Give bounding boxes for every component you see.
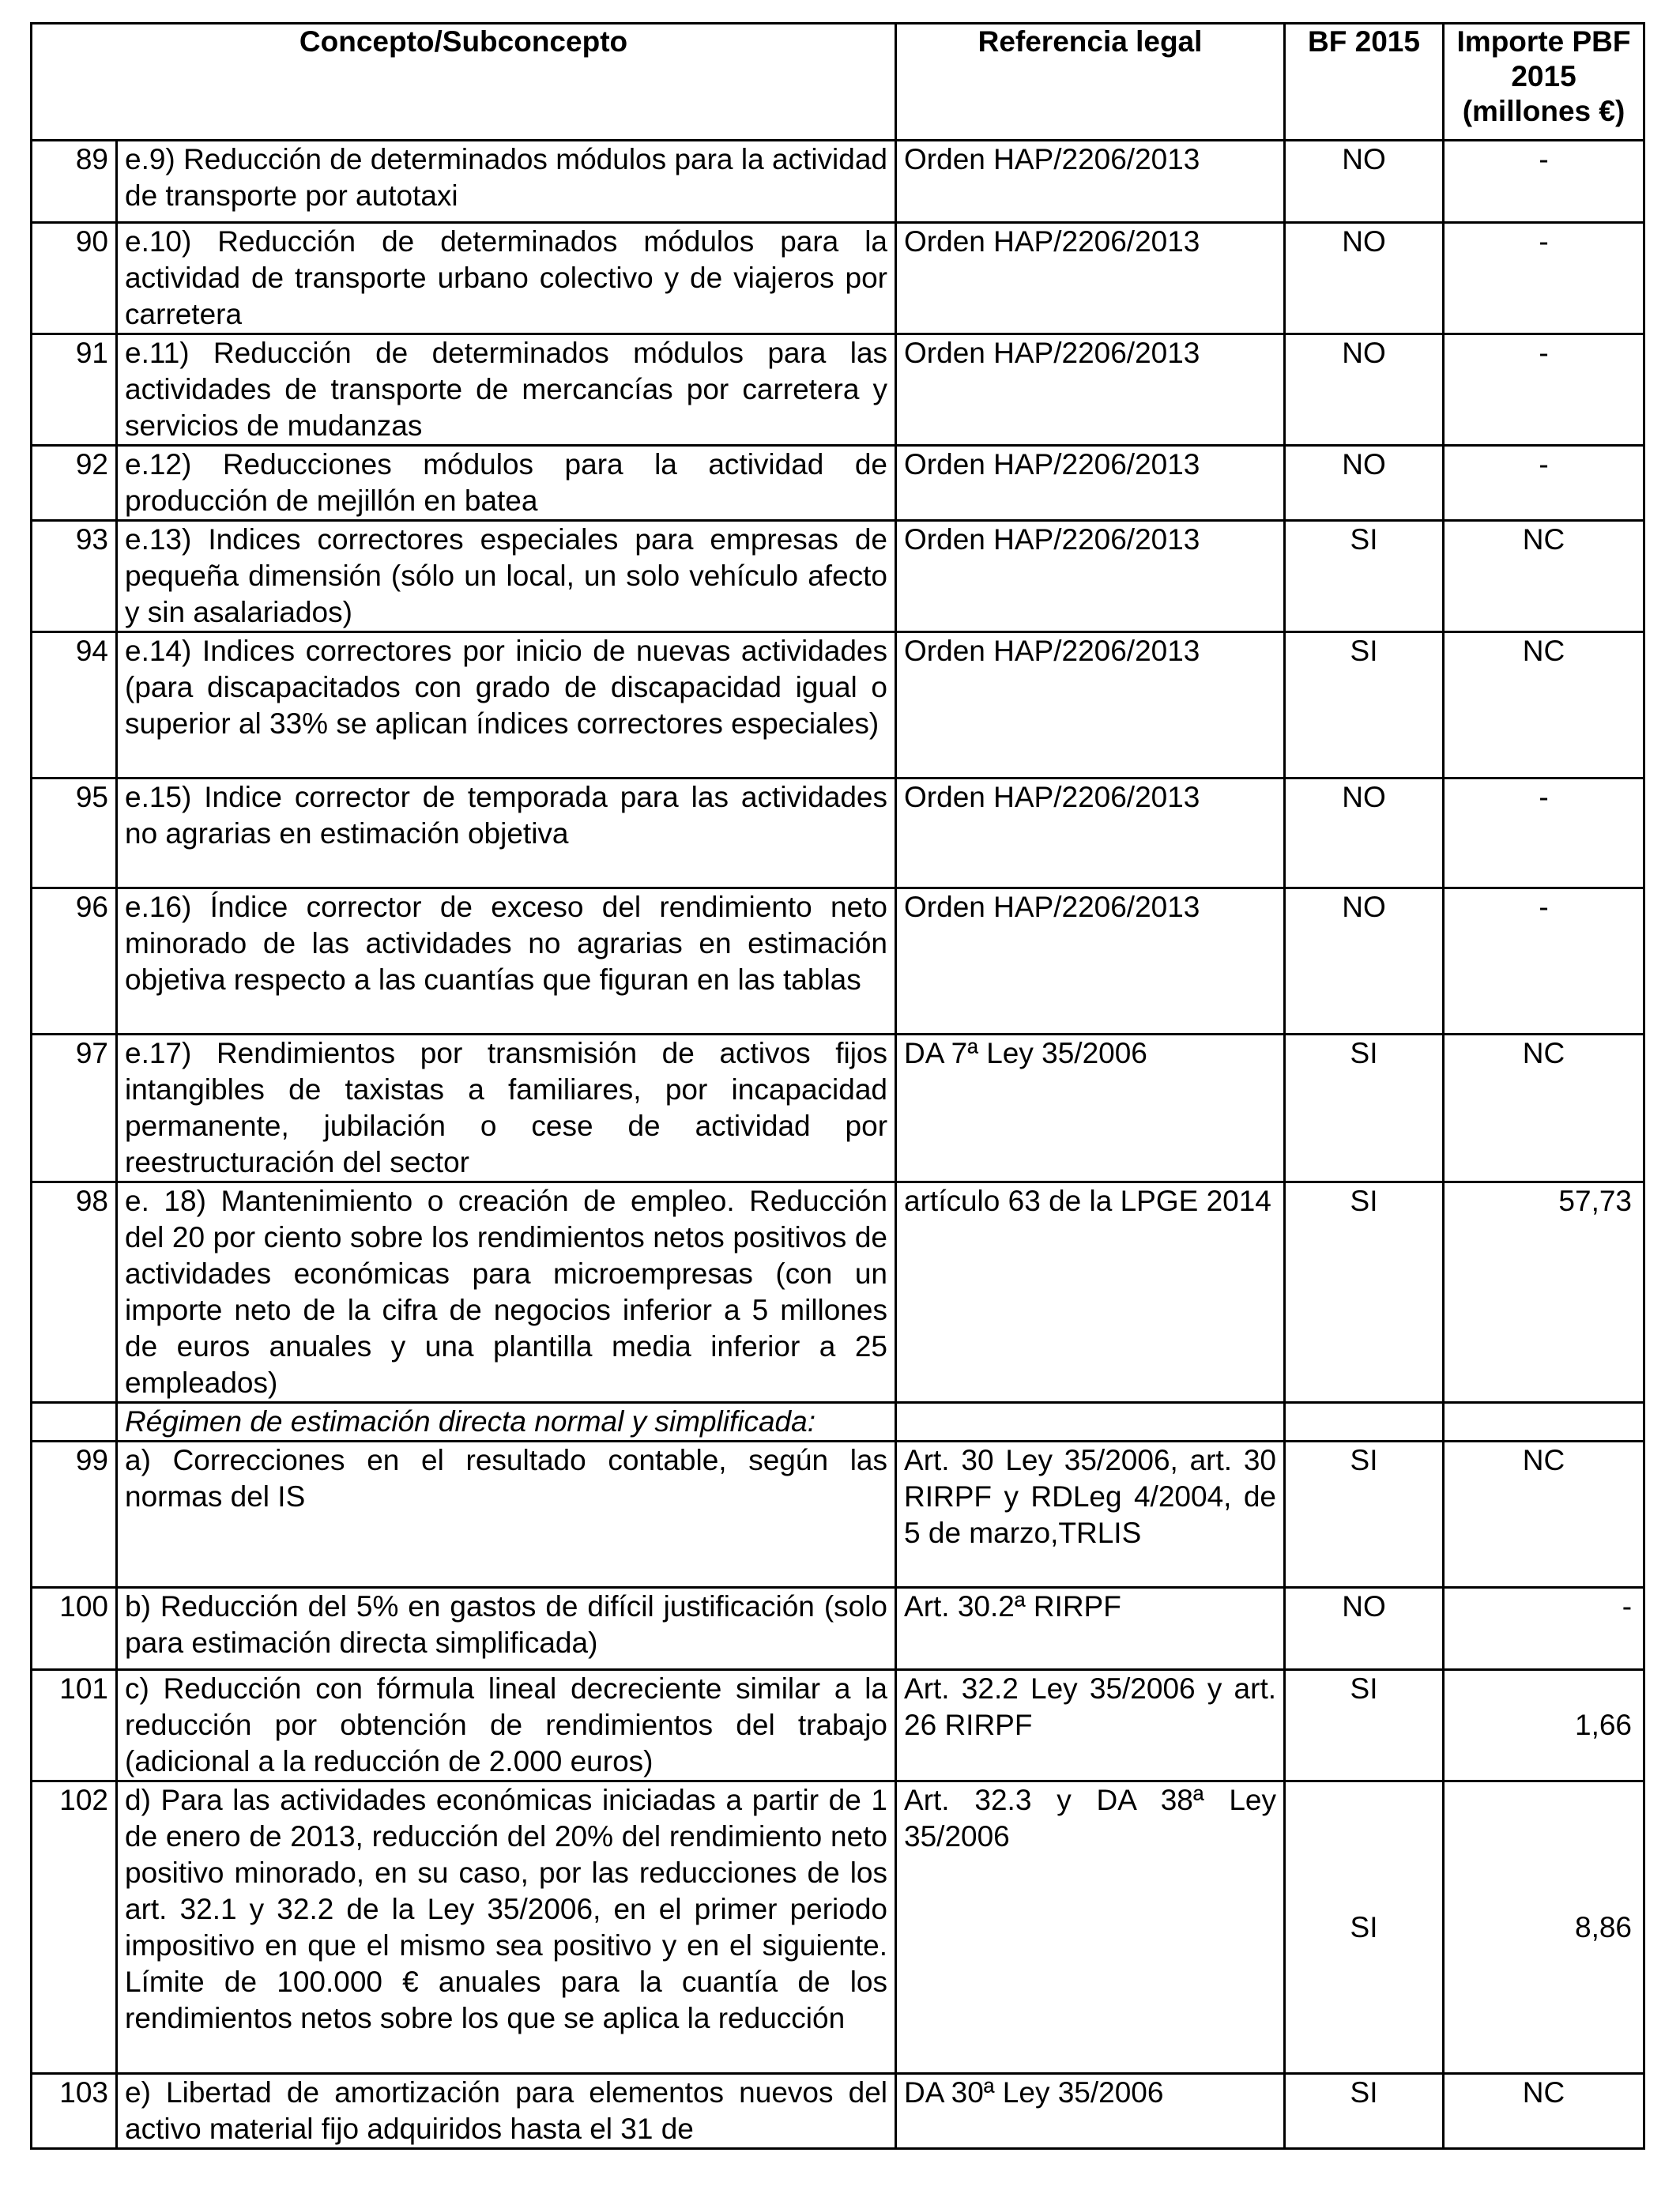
row-bf: NO (1285, 223, 1444, 334)
row-reference: Orden HAP/2206/2013 (896, 778, 1285, 888)
row-number: 89 (32, 141, 117, 223)
row-number: 90 (32, 223, 117, 334)
row-reference: Orden HAP/2206/2013 (896, 632, 1285, 778)
row-reference: Art. 32.2 Ley 35/2006 y art. 26 RIRPF (896, 1670, 1285, 1781)
row-bf: SI (1285, 1182, 1444, 1403)
row-reference: Orden HAP/2206/2013 (896, 223, 1285, 334)
section-empty-cell (1285, 1403, 1444, 1442)
row-reference: Orden HAP/2206/2013 (896, 446, 1285, 521)
table-row (32, 1035, 1644, 1182)
table-row (32, 521, 1644, 632)
row-amount: - (1444, 778, 1644, 888)
row-amount: - (1444, 334, 1644, 446)
row-concept: e.16) Índice corrector de exceso del rendimiento neto minorado de las actividades no agrarias en estimación objetiva respecto a las cuantías que figuran en las tablas (117, 888, 896, 1035)
row-amount: 57,73 (1444, 1182, 1644, 1403)
row-bf: SI (1285, 632, 1444, 778)
table-row (32, 141, 1644, 223)
section-title: Régimen de estimación directa normal y simplificada: (117, 1403, 896, 1442)
table-row (32, 446, 1644, 521)
row-number: 99 (32, 1442, 117, 1588)
row-reference: Orden HAP/2206/2013 (896, 141, 1285, 223)
table-header-row (32, 24, 1644, 141)
header-amount: Importe PBF 2015 (millones €) (1444, 24, 1644, 141)
table-row (32, 334, 1644, 446)
row-number: 98 (32, 1182, 117, 1403)
row-amount: - (1444, 223, 1644, 334)
row-amount: NC (1444, 632, 1644, 778)
table-row (32, 223, 1644, 334)
row-amount (1444, 1781, 1644, 2074)
row-number: 93 (32, 521, 117, 632)
row-number: 97 (32, 1035, 117, 1182)
row-amount: NC (1444, 2074, 1644, 2149)
row-concept: e.12) Reducciones módulos para la actividad de producción de mejillón en batea (117, 446, 896, 521)
row-concept: e.10) Reducción de determinados módulos para la actividad de transporte urbano colectivo y de viajeros por carretera (117, 223, 896, 334)
row-concept: b) Reducción del 5% en gastos de difícil justificación (solo para estimación directa simplificada) (117, 1588, 896, 1670)
row-number: 96 (32, 888, 117, 1035)
row-concept: e.15) Indice corrector de temporada para las actividades no agrarias en estimación objetiva (117, 778, 896, 888)
table-row (32, 778, 1644, 888)
row-number: 92 (32, 446, 117, 521)
row-number: 101 (32, 1670, 117, 1781)
row-bf: NO (1285, 888, 1444, 1035)
row-bf: NO (1285, 141, 1444, 223)
header-reference: Referencia legal (896, 24, 1285, 141)
row-reference: DA 7ª Ley 35/2006 (896, 1035, 1285, 1182)
row-amount: - (1444, 1588, 1644, 1670)
row-concept: e.9) Reducción de determinados módulos para la actividad de transporte por autotaxi (117, 141, 896, 223)
section-empty-cell (896, 1403, 1285, 1442)
row-bf: SI (1285, 2074, 1444, 2149)
table-row (32, 1588, 1644, 1670)
tax-benefits-table (30, 22, 1645, 2150)
row-number: 94 (32, 632, 117, 778)
row-concept: c) Reducción con fórmula lineal decreciente similar a la reducción por obtención de rendimientos del trabajo (adicional a la reducción de 2.000 euros) (117, 1670, 896, 1781)
row-reference: Art. 30 Ley 35/2006, art. 30 RIRPF y RDLeg 4/2004, de 5 de marzo,TRLIS (896, 1442, 1285, 1588)
row-reference: Orden HAP/2206/2013 (896, 521, 1285, 632)
row-bf: NO (1285, 1588, 1444, 1670)
row-bf: SI (1285, 1670, 1444, 1781)
row-concept: d) Para las actividades económicas iniciadas a partir de 1 de enero de 2013, reducción del 20% del rendimiento neto positivo minorado, en su caso, por las reducciones de los art. 32.1 y 32.2 de la Ley 35/2006, en el primer periodo impositivo en que el mismo sea positivo y en el siguiente. Límite de 100.000 € anuales para la cuantía de los rendimientos netos sobre los que se aplica la reducción (117, 1781, 896, 2074)
row-amount: - (1444, 446, 1644, 521)
row-bf: NO (1285, 778, 1444, 888)
row-bf: NO (1285, 334, 1444, 446)
row-number: 102 (32, 1781, 117, 2074)
row-amount (1444, 1670, 1644, 1781)
header-concept: Concepto/Subconcepto (32, 24, 896, 141)
row-amount: - (1444, 141, 1644, 223)
row-concept: e.13) Indices correctores especiales para empresas de pequeña dimensión (sólo un local, un solo vehículo afecto y sin asalariados) (117, 521, 896, 632)
header-bf: BF 2015 (1285, 24, 1444, 141)
row-concept: e.17) Rendimientos por transmisión de activos fijos intangibles de taxistas a familiares, por incapacidad permanente, jubilación o cese de actividad por reestructuración del sector (117, 1035, 896, 1182)
table-row (32, 2074, 1644, 2149)
row-concept: a) Correcciones en el resultado contable, según las normas del IS (117, 1442, 896, 1588)
row-amount: NC (1444, 521, 1644, 632)
row-concept: e. 18) Mantenimiento o creación de empleo. Reducción del 20 por ciento sobre los rendimientos netos positivos de actividades económicas para microempresas (con un importe neto de la cifra de negocios inferior a 5 millones de euros anuales y una plantilla media inferior a 25 empleados) (117, 1182, 896, 1403)
row-number: 100 (32, 1588, 117, 1670)
row-concept: e) Libertad de amortización para elementos nuevos del activo material fijo adquiridos hasta el 31 de (117, 2074, 896, 2149)
row-concept: e.14) Indices correctores por inicio de nuevas actividades (para discapacitados con grado de discapacidad igual o superior al 33% se aplican índices correctores especiales) (117, 632, 896, 778)
row-number: 103 (32, 2074, 117, 2149)
table-row (32, 1182, 1644, 1403)
row-number: 91 (32, 334, 117, 446)
row-reference: Orden HAP/2206/2013 (896, 888, 1285, 1035)
row-number: 95 (32, 778, 117, 888)
row-bf: SI (1285, 1035, 1444, 1182)
row-bf: NO (1285, 446, 1444, 521)
table-row (32, 888, 1644, 1035)
table-row (32, 1670, 1644, 1781)
bf-value: SI (1350, 1910, 1378, 1943)
section-empty-cell (32, 1403, 117, 1442)
row-reference: Art. 30.2ª RIRPF (896, 1588, 1285, 1670)
row-bf: SI (1285, 521, 1444, 632)
table-row (32, 632, 1644, 778)
row-reference: DA 30ª Ley 35/2006 (896, 2074, 1285, 2149)
row-amount: NC (1444, 1442, 1644, 1588)
row-bf: SI (1285, 1442, 1444, 1588)
table-row (32, 1442, 1644, 1588)
row-reference: Art. 32.3 y DA 38ª Ley 35/2006 (896, 1781, 1285, 2074)
row-amount: - (1444, 888, 1644, 1035)
amount-value: 8,86 (1575, 1910, 1633, 1943)
row-bf (1285, 1781, 1444, 2074)
row-reference: Orden HAP/2206/2013 (896, 334, 1285, 446)
table-row (32, 1781, 1644, 2074)
row-concept: e.11) Reducción de determinados módulos para las actividades de transporte de mercancías por carretera y servicios de mudanzas (117, 334, 896, 446)
section-row (32, 1403, 1644, 1442)
row-reference: artículo 63 de la LPGE 2014 (896, 1182, 1285, 1403)
section-empty-cell (1444, 1403, 1644, 1442)
row-amount: NC (1444, 1035, 1644, 1182)
amount-value: 1,66 (1575, 1709, 1633, 1741)
